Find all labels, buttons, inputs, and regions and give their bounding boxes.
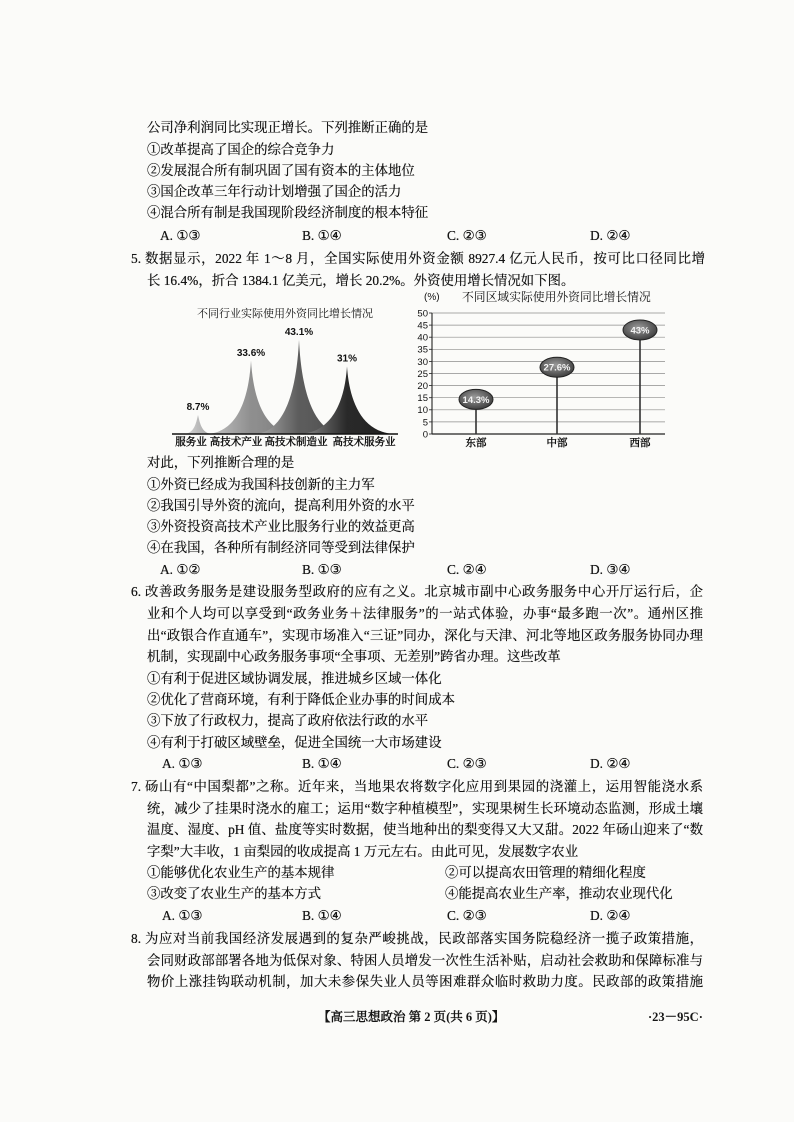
q6-number: 6. [131,584,142,599]
q5-option-4: ④在我国，各种所有制经济同等受到法律保护 [147,540,415,555]
q4-option-4: ④混合所有制是我国现阶段经济制度的根本特征 [147,205,429,220]
industry-category-label: 服务业 [175,437,207,448]
industry-chart-marks [172,327,398,448]
q4-option-3: ③国企改革三年行动计划增强了国企的活力 [147,184,402,199]
industry-chart-title: 不同行业实际使用外资同比增长情况 [197,308,373,320]
q5-option-3: ③外资投资高技术产业比服务行业的效益更高 [147,519,415,534]
y-tick-label: 0 [422,429,428,441]
y-tick-label: 10 [417,405,428,417]
q6-choice-a: A. ①③ [162,756,203,771]
y-tick-label: 30 [417,356,428,368]
y-tick-label: 5 [422,417,428,429]
region-category-label: 西部 [629,438,651,449]
q5-choice-a: A. ①② [160,562,201,577]
q7-option-4: ④能提高农业生产率，推动农业现代化 [445,886,673,901]
q4-choice-b: B. ①④ [302,228,342,243]
q6-stem-line-4: 机制，实现副中心政务服务事项“全事项、无差别”跨省办理。这些改革 [147,649,561,664]
q5-choice-b: B. ①③ [302,562,342,577]
y-tick-label: 20 [417,381,428,392]
region-value-label: 14.3% [462,394,490,406]
region-category-label: 东部 [465,438,487,449]
q6-option-1: ①有利于促进区域协调发展，推进城乡区域一体化 [147,671,442,686]
y-tick-label: 35 [417,344,428,356]
industry-spike-shading [183,415,213,434]
industry-value-label: 31% [336,353,358,365]
footer-page-info: 【高三思想政治 第 2 页(共 6 页)】 [318,1010,505,1024]
industry-growth-chart [160,300,410,450]
q8-stem-line-3: 物价上涨挂钩联动机制，加大未参保失业人员等困难群众临时救助力度。民政部的政策措施 [147,974,703,989]
q8-stem-line-1: 为应对当前我国经济发展遇到的复杂严峻挑战，民政部落实国务院稳经济一揽子政策措施， [145,931,703,946]
industry-value-label: 8.7% [186,402,210,414]
q4-option-1: ①改革提高了国企的综合竞争力 [147,142,335,157]
q5-stem-line-1: 数据显示，2022 年 1～8 月，全国实际使用外资金额 8927.4 亿元人民币，按可比口径同比增 [145,251,705,266]
q7-stem-line-1: 砀山有“中国梨都”之称。近年来，当地果农将数字化应用到果园的浇灌上，运用智能浇水系 [145,779,703,794]
q6-choice-c: C. ②③ [447,756,487,771]
q7-stem-line-4: 字梨”大丰收，1 亩梨园的收成提高 1 万元左右。由此可见，发展数字农业 [147,844,579,859]
q6-stem-line-1: 改善政务服务是建设服务型政府的应有之义。北京城市副中心政务服务中心开厅运行后，企 [145,584,703,599]
q7-choice-b: B. ①④ [302,908,342,923]
q7-choice-d: D. ②④ [590,908,631,923]
y-axis-unit: (%) [424,292,440,303]
q4-choice-a: A. ①③ [160,228,201,243]
region-growth-chart [415,288,677,452]
q6-option-2: ②优化了营商环境，有利于降低企业办事的时间成本 [147,692,455,707]
q6-stem-line-3: 出“政银合作直通车”，实现市场准入“三证”同办，深化与天津、河北等地区政务服务协同办理 [147,628,703,643]
q4-option-2: ②发展混合所有制巩固了国有资本的主体地位 [147,163,415,178]
q7-stem-line-3: 温度、湿度、pH 值、盐度等实时数据，使当地种出的梨变得又大又甜。2022 年砀山迎来了“数 [147,822,703,837]
q6-choice-d: D. ②④ [590,756,631,771]
q5-choice-c: C. ②④ [447,562,487,577]
footer-code: ·23－95C· [648,1010,703,1024]
y-tick-label: 50 [417,308,428,320]
y-tick-label: 25 [417,368,428,380]
y-tick-label: 45 [417,320,428,332]
region-value-label: 27.6% [543,362,571,374]
q4-stem-tail: 公司净利润同比实现正增长。下列推断正确的是 [147,120,429,135]
industry-category-label: 高技术服务业 [332,437,396,448]
q5-number: 5. [131,251,142,266]
q5-prompt: 对此，下列推断合理的是 [147,455,295,470]
q4-choice-c: C. ②③ [447,228,487,243]
q5-option-2: ②我国引导外资的流向，提高利用外资的水平 [147,498,415,513]
q8-number: 8. [131,931,142,946]
y-tick-label: 40 [417,332,428,344]
region-chart-title: 不同区域实际使用外资同比增长情况 [462,290,651,304]
q7-option-1: ①能够优化农业生产的基本规律 [147,865,335,880]
q5-choice-d: D. ③④ [590,562,631,577]
q7-option-3: ③改变了农业生产的基本方式 [147,886,322,901]
q7-number: 7. [131,779,142,794]
q6-option-4: ④有利于打破区域壁垒，促进全国统一大市场建设 [147,735,442,750]
q7-stem-line-2: 统，减少了挂果时浇水的雇工；运用“数字种植模型”，实现果树生长环境动态监测，形成土壤 [147,801,703,816]
industry-value-label: 33.6% [236,347,266,359]
industry-category-label: 高技术产业 [209,437,263,448]
q8-stem-line-2: 会同财政部部署各地为低保对象、特困人员增发一次性生活补贴，启动社会救助和保障标准与 [147,953,703,968]
region-chart-marks [459,320,657,449]
region-category-label: 中部 [546,438,568,449]
q7-choice-a: A. ①③ [162,908,203,923]
industry-category-label: 高技术制造业 [264,437,328,448]
q6-option-3: ③下放了行政权力，提高了政府依法行政的水平 [147,713,429,728]
q5-stem-line-2: 长 16.4%，折合 1384.1 亿美元，增长 20.2%。外资使用增长情况如下图。 [147,273,575,288]
q5-option-1: ①外资已经成为我国科技创新的主力军 [147,477,375,492]
industry-value-label: 43.1% [284,327,314,339]
q7-option-2: ②可以提高农田管理的精细化程度 [445,865,646,880]
q7-choice-c: C. ②③ [447,908,487,923]
q6-choice-b: B. ①④ [302,756,342,771]
y-tick-label: 15 [417,393,428,405]
q4-choice-d: D. ②④ [590,228,631,243]
q6-stem-line-2: 业和个人均可以享受到“政务业务＋法律服务”的一站式体验，办事“最多跑一次”。通州区推 [147,606,703,621]
region-value-label: 43% [630,325,650,337]
